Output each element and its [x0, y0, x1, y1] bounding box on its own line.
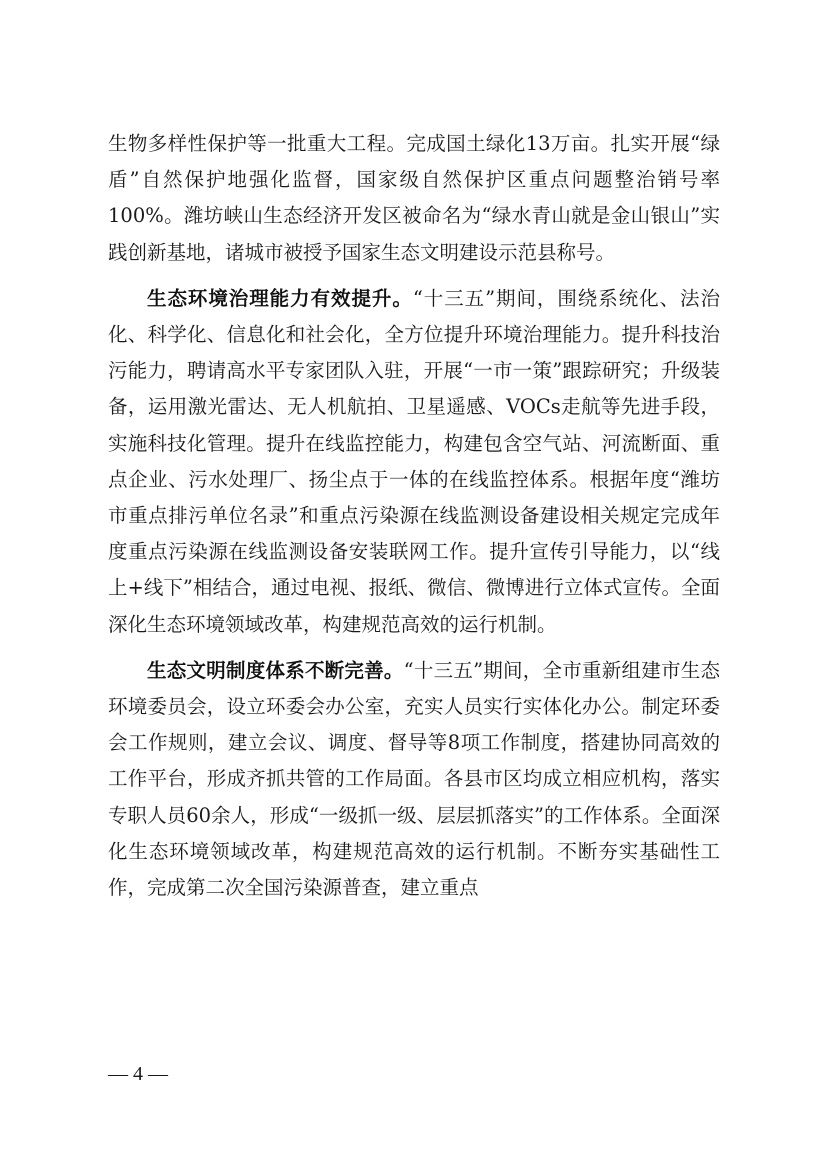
document-body [108, 126, 720, 906]
paragraph-lead-heading: 生态文明制度体系不断完善。 [147, 658, 404, 682]
page-number: — 4 — [108, 1063, 168, 1085]
paragraph-lead-heading: 生态环境治理能力有效提升。 [147, 286, 413, 310]
paragraph-continuation [108, 126, 720, 271]
paragraph-body: “十三五”期间，围绕系统化、法治化、科学化、信息化和社会化，全方位提升环境治理能力。提升科技治污能力，聘请高水平专家团队入驻，开展“一市一策”跟踪研究；升级装备，运用激光雷达、无人机航拍、卫星遥感、VOCs走航等先进手段，实施科技化管理。提升在线监控能力，构建包含空气站、河流断面、重点企业、污水处理厂、扬尘点于一体的在线监控体系。根据年度“潍坊市重点排污单位名录”和重点污染源在线监测设备建设相关规定完成年度重点污染源在线监测设备安装联网工作。提升宣传引导能力，以“线上+线下”相结合，通过电视、报纸、微信、微博进行立体式宣传。全面深化生态环境领域改革，构建规范高效的运行机制。 [108, 286, 720, 636]
paragraph-body: “十三五”期间，全市重新组建市生态环境委员会，设立环委会办公室，充实人员实行实体化办公。制定环委会工作规则，建立会议、调度、督导等8项工作制度，搭建协同高效的工作平台，形成齐抓共管的工作局面。各县市区均成立相应机构，落实专职人员60余人，形成“一级抓一级、层层抓落实”的工作体系。全面深化生态环境领域改革，构建规范高效的运行机制。不断夯实基础性工作，完成第二次全国污染源普查，建立重点 [108, 658, 720, 900]
paragraph-body: 生物多样性保护等一批重大工程。完成国土绿化13万亩。扎实开展“绿盾”自然保护地强化监督，国家级自然保护区重点问题整治销号率100%。潍坊峡山生态经济开发区被命名为“绿水青山就是金山银山”实践创新基地，诸城市被授予国家生态文明建设示范县称号。 [108, 132, 720, 264]
paragraph-governance-capacity [108, 281, 720, 643]
paragraph-institutional-system [108, 653, 720, 906]
